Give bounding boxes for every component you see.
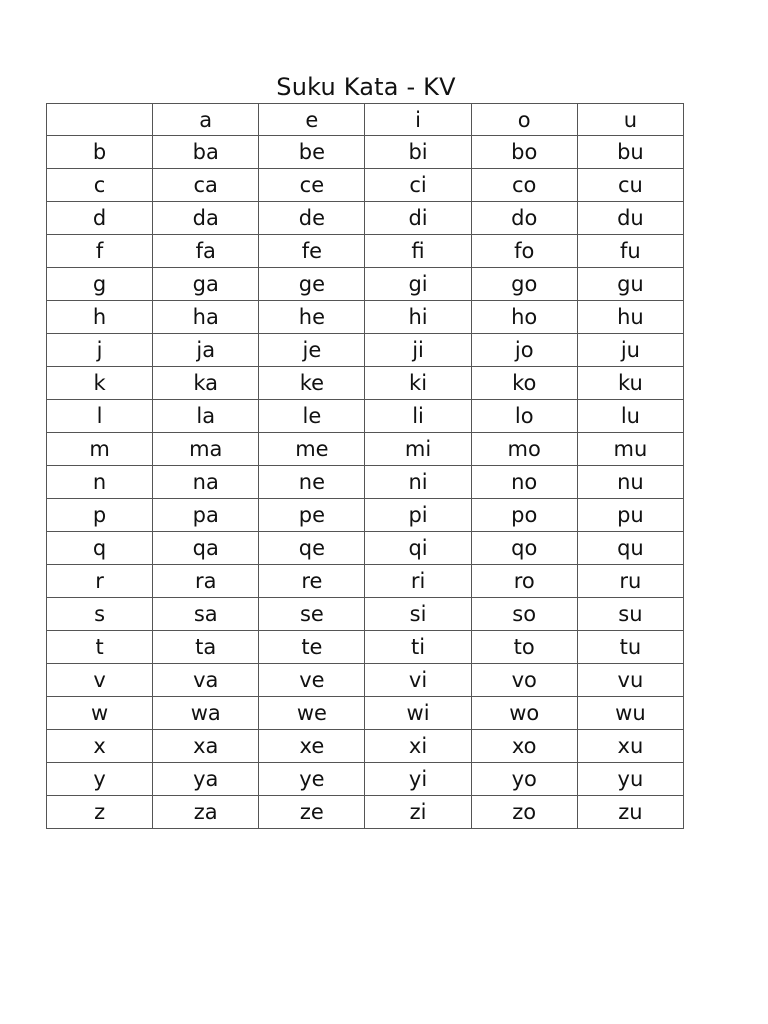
page-title: Suku Kata - KV — [276, 73, 456, 101]
syllable-cell: hi — [365, 301, 471, 334]
syllable-cell: za — [153, 796, 259, 829]
syllable-table — [46, 103, 684, 829]
table-row — [47, 301, 684, 334]
table-row — [47, 730, 684, 763]
syllable-cell: yo — [471, 763, 577, 796]
syllable-cell: wa — [153, 697, 259, 730]
table-row — [47, 202, 684, 235]
syllable-cell: qo — [471, 532, 577, 565]
consonant-cell: g — [47, 268, 153, 301]
syllable-cell: he — [259, 301, 365, 334]
table-row — [47, 598, 684, 631]
syllable-cell: wu — [577, 697, 683, 730]
syllable-cell: va — [153, 664, 259, 697]
syllable-cell: jo — [471, 334, 577, 367]
consonant-cell: v — [47, 664, 153, 697]
syllable-cell: je — [259, 334, 365, 367]
syllable-cell: ni — [365, 466, 471, 499]
syllable-cell: li — [365, 400, 471, 433]
consonant-cell: p — [47, 499, 153, 532]
syllable-cell: do — [471, 202, 577, 235]
syllable-cell: tu — [577, 631, 683, 664]
syllable-cell: vu — [577, 664, 683, 697]
syllable-cell: xa — [153, 730, 259, 763]
syllable-cell: le — [259, 400, 365, 433]
syllable-cell: yu — [577, 763, 683, 796]
consonant-cell: z — [47, 796, 153, 829]
syllable-cell: ba — [153, 136, 259, 169]
syllable-cell: bi — [365, 136, 471, 169]
syllable-cell: qi — [365, 532, 471, 565]
syllable-cell: ru — [577, 565, 683, 598]
syllable-cell: xi — [365, 730, 471, 763]
syllable-cell: ya — [153, 763, 259, 796]
syllable-cell: fe — [259, 235, 365, 268]
syllable-cell: ju — [577, 334, 683, 367]
table-row — [47, 400, 684, 433]
table-row — [47, 367, 684, 400]
syllable-cell: mo — [471, 433, 577, 466]
table-row — [47, 631, 684, 664]
consonant-cell: x — [47, 730, 153, 763]
vowel-header-cell: e — [259, 104, 365, 136]
syllable-cell: su — [577, 598, 683, 631]
syllable-cell: mu — [577, 433, 683, 466]
syllable-cell: ke — [259, 367, 365, 400]
table-row — [47, 334, 684, 367]
syllable-cell: we — [259, 697, 365, 730]
syllable-cell: wo — [471, 697, 577, 730]
syllable-cell: yi — [365, 763, 471, 796]
syllable-cell: ja — [153, 334, 259, 367]
syllable-cell: ti — [365, 631, 471, 664]
syllable-cell: re — [259, 565, 365, 598]
syllable-cell: ca — [153, 169, 259, 202]
syllable-cell: zo — [471, 796, 577, 829]
syllable-cell: ta — [153, 631, 259, 664]
table-row — [47, 532, 684, 565]
syllable-cell: di — [365, 202, 471, 235]
syllable-cell: to — [471, 631, 577, 664]
consonant-cell: b — [47, 136, 153, 169]
syllable-cell: bu — [577, 136, 683, 169]
syllable-cell: du — [577, 202, 683, 235]
syllable-cell: zi — [365, 796, 471, 829]
syllable-cell: hu — [577, 301, 683, 334]
consonant-cell: t — [47, 631, 153, 664]
syllable-cell: gu — [577, 268, 683, 301]
syllable-cell: cu — [577, 169, 683, 202]
table-row — [47, 664, 684, 697]
syllable-cell: ha — [153, 301, 259, 334]
syllable-cell: nu — [577, 466, 683, 499]
consonant-cell: r — [47, 565, 153, 598]
syllable-cell: lo — [471, 400, 577, 433]
table-row — [47, 169, 684, 202]
syllable-cell: po — [471, 499, 577, 532]
consonant-cell: f — [47, 235, 153, 268]
syllable-cell: ne — [259, 466, 365, 499]
vowel-header-cell: u — [577, 104, 683, 136]
syllable-cell: so — [471, 598, 577, 631]
syllable-cell: no — [471, 466, 577, 499]
syllable-cell: ho — [471, 301, 577, 334]
header-corner-cell — [47, 104, 153, 136]
syllable-cell: ro — [471, 565, 577, 598]
consonant-cell: h — [47, 301, 153, 334]
syllable-cell: ri — [365, 565, 471, 598]
syllable-cell: fu — [577, 235, 683, 268]
vowel-header-cell: i — [365, 104, 471, 136]
syllable-cell: ko — [471, 367, 577, 400]
table-row — [47, 565, 684, 598]
vowel-header-cell: o — [471, 104, 577, 136]
syllable-cell: fa — [153, 235, 259, 268]
vowel-header-cell: a — [153, 104, 259, 136]
table-row — [47, 499, 684, 532]
syllable-cell: te — [259, 631, 365, 664]
syllable-cell: fo — [471, 235, 577, 268]
syllable-cell: ki — [365, 367, 471, 400]
syllable-cell: ra — [153, 565, 259, 598]
syllable-cell: ji — [365, 334, 471, 367]
syllable-cell: wi — [365, 697, 471, 730]
table-row — [47, 466, 684, 499]
syllable-cell: vi — [365, 664, 471, 697]
syllable-cell: pu — [577, 499, 683, 532]
consonant-cell: l — [47, 400, 153, 433]
syllable-cell: ci — [365, 169, 471, 202]
table-row — [47, 268, 684, 301]
consonant-cell: c — [47, 169, 153, 202]
syllable-cell: qa — [153, 532, 259, 565]
syllable-cell: pa — [153, 499, 259, 532]
syllable-cell: ze — [259, 796, 365, 829]
consonant-cell: y — [47, 763, 153, 796]
syllable-cell: co — [471, 169, 577, 202]
syllable-cell: mi — [365, 433, 471, 466]
syllable-cell: pe — [259, 499, 365, 532]
syllable-cell: ge — [259, 268, 365, 301]
syllable-cell: sa — [153, 598, 259, 631]
table-row — [47, 433, 684, 466]
table-row — [47, 136, 684, 169]
syllable-cell: go — [471, 268, 577, 301]
syllable-cell: ce — [259, 169, 365, 202]
table-row — [47, 235, 684, 268]
syllable-cell: me — [259, 433, 365, 466]
consonant-cell: m — [47, 433, 153, 466]
syllable-cell: pi — [365, 499, 471, 532]
syllable-cell: xe — [259, 730, 365, 763]
consonant-cell: j — [47, 334, 153, 367]
header-row — [47, 104, 684, 136]
syllable-cell: fi — [365, 235, 471, 268]
syllable-cell: xu — [577, 730, 683, 763]
syllable-cell: ku — [577, 367, 683, 400]
syllable-cell: ga — [153, 268, 259, 301]
syllable-cell: bo — [471, 136, 577, 169]
syllable-cell: da — [153, 202, 259, 235]
syllable-cell: la — [153, 400, 259, 433]
consonant-cell: k — [47, 367, 153, 400]
syllable-cell: de — [259, 202, 365, 235]
syllable-cell: ye — [259, 763, 365, 796]
syllable-cell: si — [365, 598, 471, 631]
table-row — [47, 697, 684, 730]
syllable-cell: gi — [365, 268, 471, 301]
syllable-table-body — [47, 104, 684, 829]
table-row — [47, 763, 684, 796]
consonant-cell: s — [47, 598, 153, 631]
syllable-cell: vo — [471, 664, 577, 697]
syllable-cell: be — [259, 136, 365, 169]
syllable-cell: se — [259, 598, 365, 631]
syllable-cell: ve — [259, 664, 365, 697]
consonant-cell: q — [47, 532, 153, 565]
syllable-cell: lu — [577, 400, 683, 433]
consonant-cell: w — [47, 697, 153, 730]
syllable-cell: ka — [153, 367, 259, 400]
consonant-cell: d — [47, 202, 153, 235]
syllable-cell: qu — [577, 532, 683, 565]
consonant-cell: n — [47, 466, 153, 499]
syllable-cell: na — [153, 466, 259, 499]
syllable-cell: xo — [471, 730, 577, 763]
syllable-cell: qe — [259, 532, 365, 565]
syllable-cell: ma — [153, 433, 259, 466]
table-row — [47, 796, 684, 829]
syllable-cell: zu — [577, 796, 683, 829]
